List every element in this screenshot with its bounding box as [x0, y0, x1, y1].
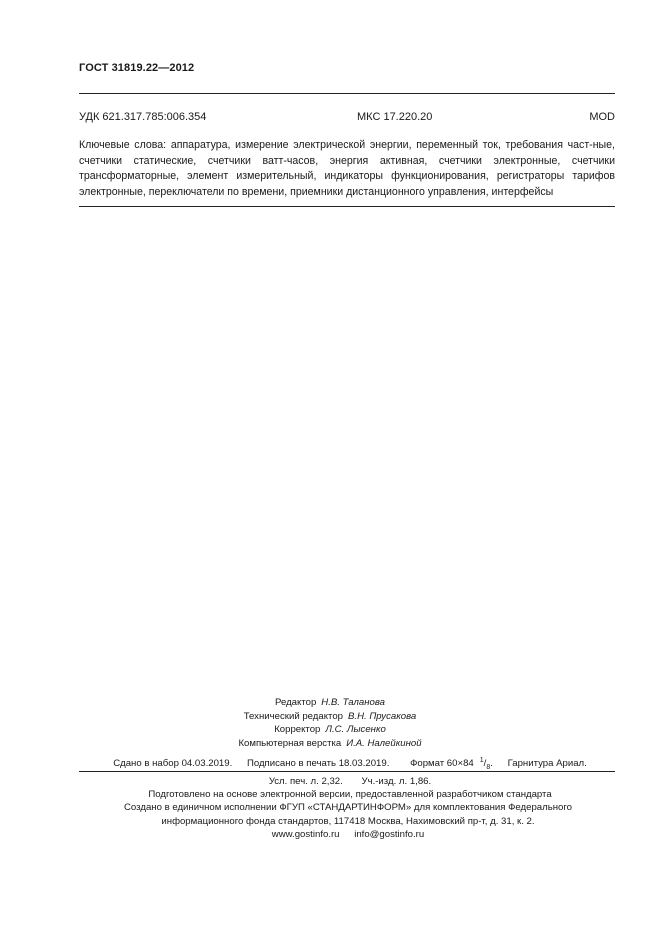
set-date: Сдано в набор 04.03.2019. [113, 758, 233, 770]
header-divider [79, 93, 615, 94]
staff-line-editor: Редактор Н.В. Таланова [274, 697, 385, 708]
print-info-line-2 [100, 775, 600, 789]
staff-name: Л.С. Лысенко [325, 724, 386, 735]
keywords-divider [79, 206, 615, 207]
publisher-info [90, 801, 606, 842]
typeface: Гарнитура Ариал. [507, 758, 587, 770]
website-link[interactable]: www.gostinfo.ru [271, 829, 340, 841]
prepared-note: Подготовлено на основе электронной версии, предоставленной разработчиком стандарта [148, 789, 552, 801]
mod-label: MOD [589, 111, 615, 123]
email-link[interactable]: info@gostinfo.ru [354, 829, 425, 841]
keywords-text: аппаратура, измерение электрической энергии, переменный ток, требования част-ные, счетчики статические, счетчики ватт-часов, энергия активная, счетчики электронные, счетчики трансформаторные, элемент измерительный, индикаторы функционирования, регистраторы тарифов электронные, переключатели по времени, приемники дистанционного управления, интерфейсы [79, 139, 615, 198]
signed-date: Подписано в печать 18.03.2019. [246, 758, 390, 770]
staff-line-tech-editor: Технический редактор В.Н. Прусакова [243, 710, 417, 722]
keywords-paragraph [79, 138, 615, 200]
standard-title: ГОСТ 31819.22—2012 [79, 62, 195, 74]
staff-name: Н.В. Таланова [321, 697, 385, 708]
print-info [100, 754, 600, 802]
paper-format: Формат 60×84 $^1/_8$. [410, 757, 493, 772]
staff-name: В.Н. Прусакова [348, 710, 417, 722]
publisher-sheets: Уч.-изд. л. 1,86. [361, 775, 432, 787]
footer-divider [79, 771, 615, 772]
print-sheets: Усл. печ. л. 2,32. [268, 775, 343, 787]
classification-row [79, 111, 615, 125]
editorial-staff [200, 696, 460, 750]
staff-name: И.А. Налейкиной [346, 737, 422, 749]
publisher-line-1: Создано в единичном исполнении ФГУП «СТАНДАРТИНФОРМ» для комплектования Федерального [124, 802, 572, 813]
keywords-label: Ключевые слова: [79, 139, 167, 151]
publisher-contacts [90, 828, 606, 842]
mks-code: МКС 17.220.20 [357, 111, 433, 123]
staff-line-layout: Компьютерная верстка И.А. Налейкиной [238, 737, 422, 749]
udk-code: УДК 621.317.785:006.354 [79, 111, 207, 123]
publisher-line-2: информационного фонда стандартов, 117418 Москва, Нахимовский пр-т, д. 31, к. 2. [161, 815, 535, 827]
staff-line-proofreader: Корректор Л.С. Лысенко [274, 724, 386, 735]
